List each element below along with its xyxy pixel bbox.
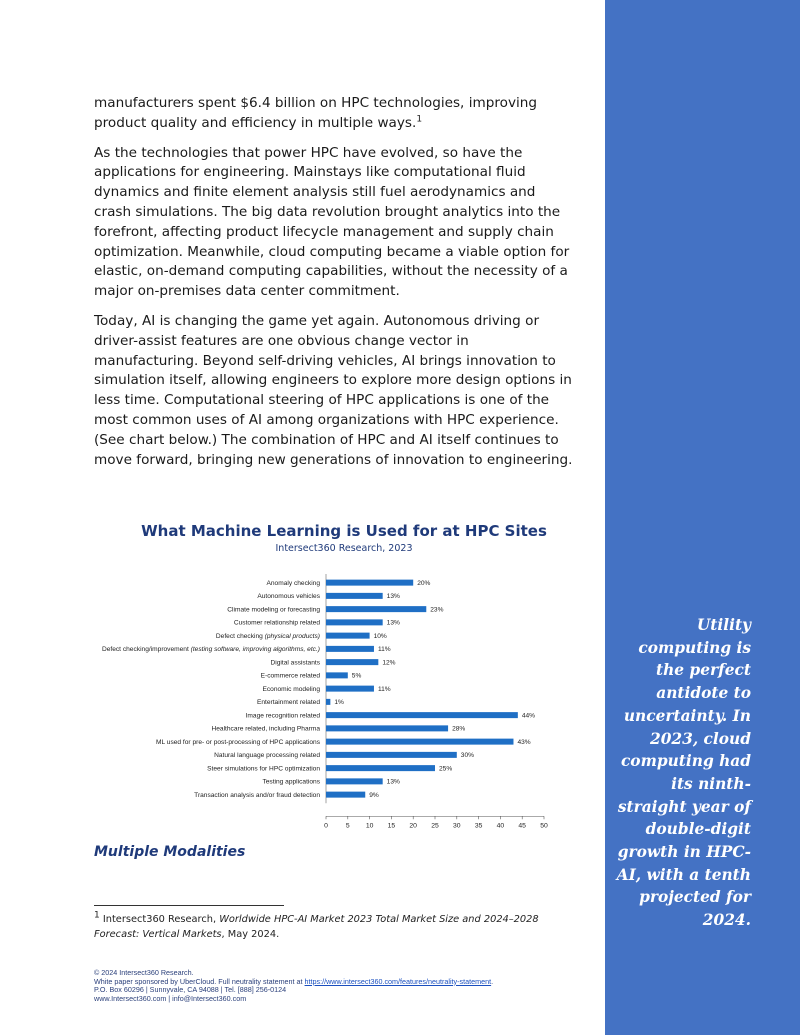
bar xyxy=(326,659,378,665)
x-tick-label: 25 xyxy=(431,822,439,830)
x-tick-label: 5 xyxy=(345,822,350,830)
pull-quote: Utility computing is the perfect antidote to uncertainty. In 2023, cloud computing had its ninth-straight year of double-digit growth in HPC-AI, with a tenth projected for 2024. xyxy=(616,616,751,930)
bar xyxy=(326,686,374,692)
bar xyxy=(326,739,513,745)
category-label: Economic modeling xyxy=(262,685,320,693)
footnote-divider xyxy=(94,905,284,906)
value-label: 11% xyxy=(377,685,391,693)
paragraph-2: As the technologies that power HPC have evolved, so have the applications for engineering. Mainstays like computational fluid dynamics and finite element analysis still fuel aerodynamics and crash simulations. The big data revolution brought analytics into the forefront, affecting product lifecycle management and supply chain optimization. Meanwhile, cloud computing became a viable option for elastic, on-demand computing capabilities, without the necessity of a major on-premises data center commitment. xyxy=(94,144,570,300)
page-footer xyxy=(94,969,594,1003)
value-label: 30% xyxy=(460,752,475,760)
value-label: 13% xyxy=(386,619,400,627)
x-tick-label: 10 xyxy=(365,822,374,830)
value-label: 9% xyxy=(369,791,379,799)
category-label: Steer simulations for HPC optimization xyxy=(207,765,320,773)
footer-copyright: © 2024 Intersect360 Research. xyxy=(94,968,194,977)
value-label: 43% xyxy=(517,738,531,746)
value-label: 5% xyxy=(351,672,362,680)
value-label: 28% xyxy=(452,725,466,733)
category-label-note: (physical products) xyxy=(264,632,320,640)
x-tick-label: 0 xyxy=(324,822,328,830)
bar xyxy=(326,672,348,678)
neutrality-statement-link[interactable]: https://www.intersect360.com/features/neutrality-statement xyxy=(304,976,492,986)
footer-web: www.Intersect360.com | info@Intersect360.com xyxy=(94,993,247,1003)
x-tick-label: 30 xyxy=(453,822,461,830)
x-tick-label: 20 xyxy=(409,822,417,830)
footer-address: P.O. Box 60296 | Sunnyvale, CA 94088 | Tel. [888] 256-0124 xyxy=(94,985,287,995)
footnote xyxy=(94,912,574,942)
footer-sponsor-text: White paper sponsored by UberCloud. Full neutrality statement at xyxy=(94,976,305,986)
bar xyxy=(326,580,413,586)
bar-chart xyxy=(94,570,574,830)
category-label-note: (testing software, improving algorithms, etc.) xyxy=(190,646,320,654)
bar xyxy=(326,712,518,718)
category-label: Climate modeling or forecasting xyxy=(227,606,320,614)
bar xyxy=(326,725,448,731)
category-label: Digital assistants xyxy=(270,659,320,667)
x-tick-label: 40 xyxy=(496,822,505,830)
x-tick-label: 45 xyxy=(518,822,526,830)
bar xyxy=(326,593,383,599)
footnote-title: Worldwide HPC-AI Market 2023 Total Market Size and 2024–2028 Forecast: Vertical Markets xyxy=(94,914,539,940)
category-label: Anomaly checking xyxy=(266,579,320,587)
value-label: 23% xyxy=(430,606,444,614)
bar xyxy=(326,792,365,798)
category-label: Defect checking/improvement (testing software, improving algorithms, etc.) xyxy=(101,646,320,654)
x-tick-label: 15 xyxy=(387,822,396,830)
bar xyxy=(326,699,330,705)
category-label: E-commerce related xyxy=(260,672,320,680)
footnote-source: Intersect360 Research, xyxy=(102,914,220,925)
value-label: 20% xyxy=(417,579,431,587)
value-label: 13% xyxy=(386,778,400,786)
category-label: Testing applications xyxy=(262,778,320,786)
category-label: Defect checking (physical products) xyxy=(215,632,320,640)
value-label: 11% xyxy=(377,646,391,654)
paragraph-3: Today, AI is changing the game yet again. Autonomous driving or driver-assist features are one obvious change vector in manufacturing. Beyond self-driving vehicles, AI brings innovation to simulation itself, allowing engineers to explore more design options in less time. Computational steering of HPC applications is one of the most common uses of AI among organizations with HPC experience. (See chart below.) The combination of HPC and AI itself continues to move forward, bringing new generations of innovation to engineering. xyxy=(94,312,573,468)
footnote-ref: 1 xyxy=(416,114,423,125)
category-label: Image recognition related xyxy=(245,712,320,720)
footnote-date: , May 2024. xyxy=(221,929,280,940)
category-label: Transaction analysis and/or fraud detection xyxy=(194,791,320,799)
paragraph-1-text: manufacturers spent $6.4 billion on HPC technologies, improving product quality and efficiency in multiple ways. xyxy=(94,95,538,131)
bar xyxy=(326,765,435,771)
value-label: 1% xyxy=(334,699,344,707)
category-label: Autonomous vehicles xyxy=(257,593,320,601)
category-label: ML used for pre- or post-processing of HPC applications xyxy=(156,738,320,746)
section-heading: Multiple Modalities xyxy=(94,844,246,860)
bar xyxy=(326,778,383,784)
footer-sponsor-end: . xyxy=(491,976,494,986)
paragraph-1 xyxy=(94,94,574,134)
category-label: Customer relationship related xyxy=(233,619,320,627)
value-label: 13% xyxy=(386,593,400,601)
bar xyxy=(326,646,374,652)
x-tick-label: 50 xyxy=(540,822,548,830)
category-label: Entertainment related xyxy=(256,699,320,707)
bar xyxy=(326,606,426,612)
chart-subtitle: Intersect360 Research, 2023 xyxy=(275,543,413,554)
category-label: Healthcare related, including Pharma xyxy=(211,725,320,733)
x-tick-label: 35 xyxy=(474,822,483,830)
footnote-number: 1 xyxy=(94,910,100,921)
bar xyxy=(326,752,457,758)
bar xyxy=(326,619,383,625)
bar xyxy=(326,633,370,639)
value-label: 25% xyxy=(439,765,453,773)
chart-title: What Machine Learning is Used for at HPC Sites xyxy=(141,522,547,540)
value-label: 10% xyxy=(373,632,387,640)
value-label: 44% xyxy=(521,712,536,720)
category-label: Natural language processing related xyxy=(214,752,320,760)
body-text xyxy=(94,94,574,480)
value-label: 12% xyxy=(382,659,396,667)
